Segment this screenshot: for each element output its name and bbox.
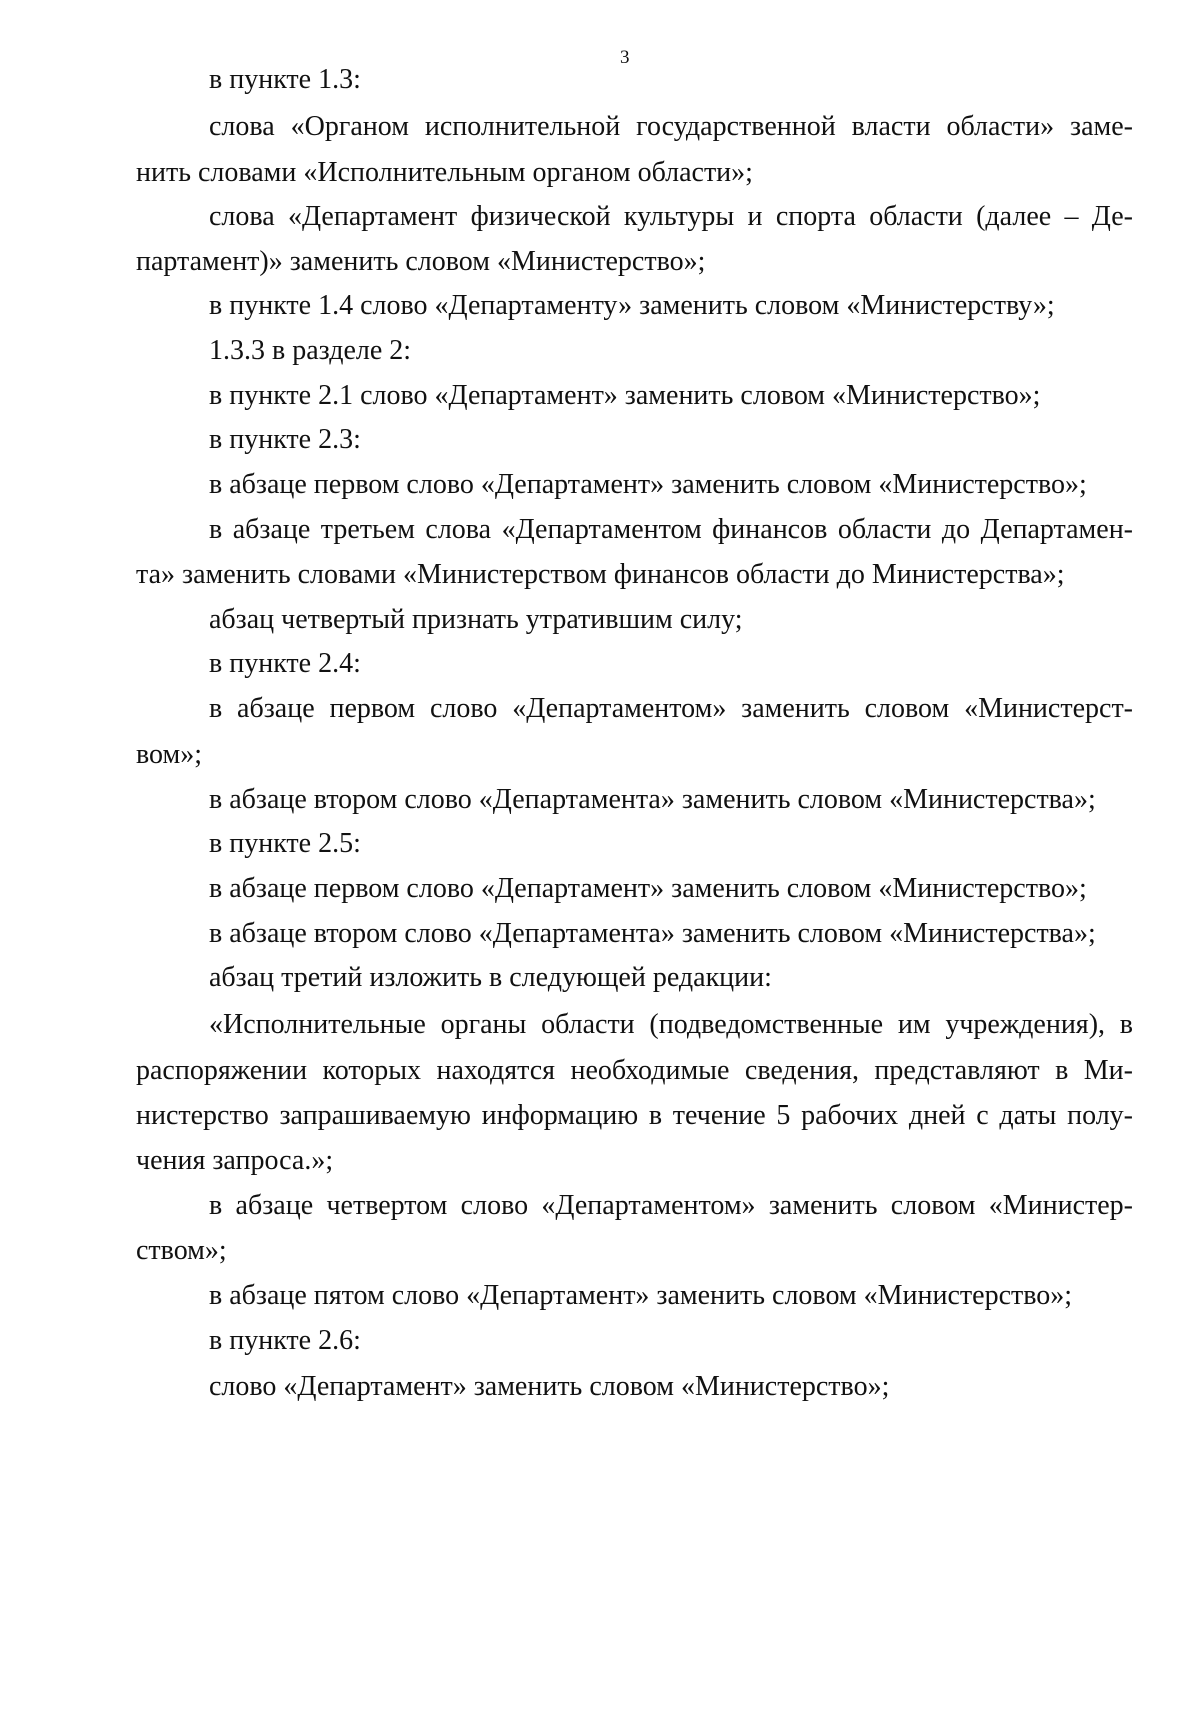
text-line: в абзаце первом слово «Департамент» заменить словом «Министерство»; bbox=[209, 873, 1087, 904]
text-line: в пункте 2.1 слово «Департамент» заменить словом «Министерство»; bbox=[209, 380, 1041, 411]
text-line: в абзаце третьем слова «Департаментом финансов области до Департамен- bbox=[209, 514, 1133, 545]
text-line: в абзаце четвертом слово «Департаментом» заменить словом «Министер- bbox=[209, 1190, 1133, 1221]
text-line: чения запроса.»; bbox=[136, 1145, 334, 1176]
text-line: в пункте 2.5: bbox=[209, 828, 361, 859]
text-line: слова «Органом исполнительной государственной власти области» заме- bbox=[209, 111, 1133, 142]
page-number: 3 bbox=[620, 47, 630, 68]
text-line: «Исполнительные органы области (подведомственные им учреждения), в bbox=[209, 1009, 1133, 1040]
text-line: в абзаце первом слово «Департамент» заменить словом «Министерство»; bbox=[209, 469, 1087, 500]
text-line: слово «Департамент» заменить словом «Министерство»; bbox=[209, 1371, 890, 1402]
text-line: абзац третий изложить в следующей редакции: bbox=[209, 962, 772, 993]
text-line: 1.3.3 в разделе 2: bbox=[209, 335, 412, 366]
text-line: в абзаце втором слово «Департамента» заменить словом «Министерства»; bbox=[209, 918, 1096, 949]
text-line: партамент)» заменить словом «Министерство»; bbox=[136, 246, 706, 277]
text-line: вом»; bbox=[136, 739, 202, 770]
text-line: в пункте 1.4 слово «Департаменту» заменить словом «Министерству»; bbox=[209, 290, 1055, 321]
text-line: в абзаце втором слово «Департамента» заменить словом «Министерства»; bbox=[209, 784, 1096, 815]
text-line: нить словами «Исполнительным органом области»; bbox=[136, 157, 753, 188]
text-line: ством»; bbox=[136, 1235, 227, 1266]
text-line: в пункте 2.6: bbox=[209, 1325, 361, 1356]
text-line: в абзаце пятом слово «Департамент» заменить словом «Министерство»; bbox=[209, 1280, 1073, 1311]
text-line: та» заменить словами «Министерством финансов области до Министерства»; bbox=[136, 559, 1065, 590]
text-line: распоряжении которых находятся необходимые сведения, представляют в Ми- bbox=[136, 1055, 1133, 1086]
text-line: слова «Департамент физической культуры и спорта области (далее – Де- bbox=[209, 201, 1133, 232]
text-line: в пункте 2.3: bbox=[209, 424, 361, 455]
text-line: в пункте 2.4: bbox=[209, 648, 361, 679]
text-line: в абзаце первом слово «Департаментом» заменить словом «Министерст- bbox=[209, 693, 1133, 724]
text-line: нистерство запрашиваемую информацию в течение 5 рабочих дней с даты полу- bbox=[136, 1100, 1133, 1131]
text-line: в пункте 1.3: bbox=[209, 64, 361, 95]
text-line: абзац четвертый признать утратившим силу; bbox=[209, 604, 743, 635]
